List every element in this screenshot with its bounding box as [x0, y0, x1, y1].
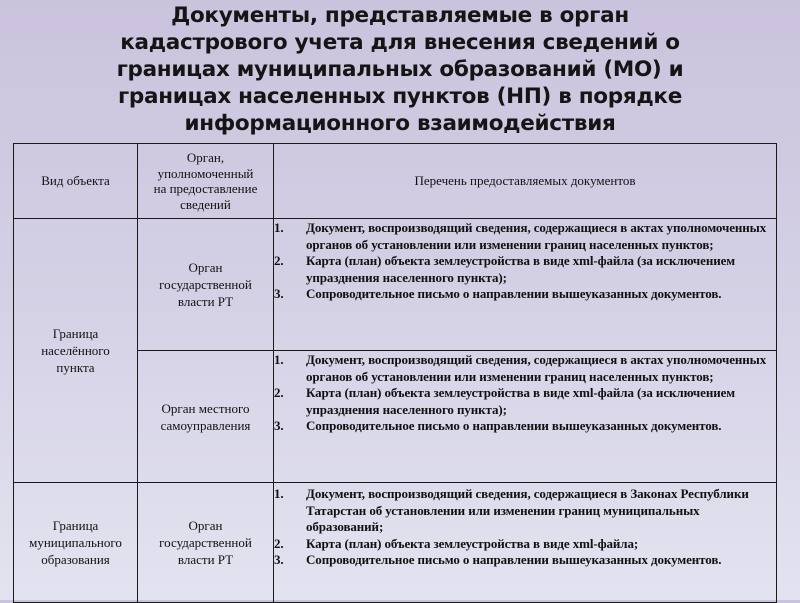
authority-line: Орган — [188, 260, 223, 275]
list-item-text: Сопроводительное письмо о направлении вышеуказанных документов. — [306, 418, 722, 433]
object-type-line: пункта — [56, 360, 95, 375]
list-item-text: Сопроводительное письмо о направлении вышеуказанных документов. — [306, 286, 722, 301]
authority-cell — [138, 483, 274, 603]
object-type-cell — [14, 483, 138, 603]
list-item — [274, 286, 772, 303]
list-item-text: Карта (план) объекта землеустройства в виде xml-файла; — [306, 535, 639, 551]
list-item-number: 2. — [274, 535, 284, 551]
list-item — [274, 486, 772, 536]
list-item-number: 3. — [274, 418, 284, 433]
header-documents-label: Перечень предоставляемых документов — [414, 173, 636, 188]
list-item-text: Сопроводительное письмо о направлении вышеуказанных документов. — [306, 552, 722, 567]
list-item — [274, 220, 772, 253]
list-item — [274, 552, 772, 569]
title-line: кадастрового учета для внесения сведений о — [120, 30, 680, 55]
list-item — [274, 385, 772, 418]
list-item — [274, 418, 772, 435]
authority-line: Орган — [188, 518, 223, 533]
list-item-number: 3. — [274, 552, 284, 567]
object-type-line: Граница — [52, 518, 99, 533]
table-header-row — [14, 144, 777, 219]
list-item — [274, 253, 772, 286]
header-documents — [274, 144, 777, 219]
list-item-text: Документ, воспроизводящий сведения, содержащиеся в Законах Республики Татарстан об установлении или изменении границ муниципальных образований; — [306, 486, 749, 534]
documents-cell — [274, 351, 777, 483]
header-authority-line: сведений — [180, 196, 231, 212]
list-item-number: 3. — [274, 286, 284, 301]
list-item-text: Карта (план) объекта землеустройства в виде xml-файла (за исключением упразднения населенного пункта); — [306, 385, 736, 417]
list-item-number: 2. — [274, 385, 284, 400]
documents-cell — [274, 483, 777, 603]
authority-line: самоуправления — [160, 417, 251, 433]
documents-cell — [274, 219, 777, 351]
object-type-cell — [14, 219, 138, 483]
object-type-line: Граница — [52, 326, 99, 341]
header-object-type-label: Вид объекта — [41, 173, 110, 188]
list-item-number: 2. — [274, 253, 284, 268]
object-type-line: населённого — [41, 343, 110, 358]
authority-cell — [138, 219, 274, 351]
authority-line: Орган местного — [161, 400, 250, 416]
list-item-text: Карта (план) объекта землеустройства в виде xml-файла (за исключением упразднения населенного пункта); — [306, 253, 736, 285]
slide-title — [0, 2, 800, 137]
list-item-number: 1. — [274, 352, 284, 367]
list-item-number: 1. — [274, 220, 284, 235]
object-type-line: муниципального — [29, 535, 122, 550]
document-list — [274, 352, 776, 435]
header-object-type — [14, 144, 138, 219]
header-authority — [138, 144, 274, 219]
list-item — [274, 352, 772, 385]
header-authority-line: Орган, — [186, 150, 225, 165]
list-item-text: Документ, воспроизводящий сведения, содержащиеся в актах уполномоченных органов об установлении или изменении границ населенных пунктов; — [306, 220, 767, 252]
list-item-text: Документ, воспроизводящий сведения, содержащиеся в актах уполномоченных органов об установлении или изменении границ населенных пунктов; — [306, 352, 767, 384]
authority-cell — [138, 351, 274, 483]
header-authority-line: уполномоченный — [157, 165, 254, 181]
object-type-line: образования — [41, 552, 110, 567]
title-line: информационного взаимодействия — [184, 111, 616, 136]
title-line: Документы, представляемые в орган — [171, 3, 629, 28]
list-item-number: 1. — [274, 486, 284, 501]
authority-line: государственной — [159, 535, 252, 550]
header-authority-line: на предоставление — [153, 181, 258, 196]
title-line: границах муниципальных образований (МО) и — [116, 57, 684, 82]
authority-line: государственной — [159, 277, 252, 292]
table-row — [14, 219, 777, 351]
document-list — [274, 220, 776, 303]
documents-table — [13, 143, 777, 603]
authority-line: власти РТ — [177, 294, 234, 309]
title-line: границах населенных пунктов (НП) в порядке — [118, 84, 682, 109]
table-row — [14, 483, 777, 603]
list-item — [274, 536, 772, 553]
document-list — [274, 486, 776, 569]
authority-line: власти РТ — [177, 552, 234, 567]
